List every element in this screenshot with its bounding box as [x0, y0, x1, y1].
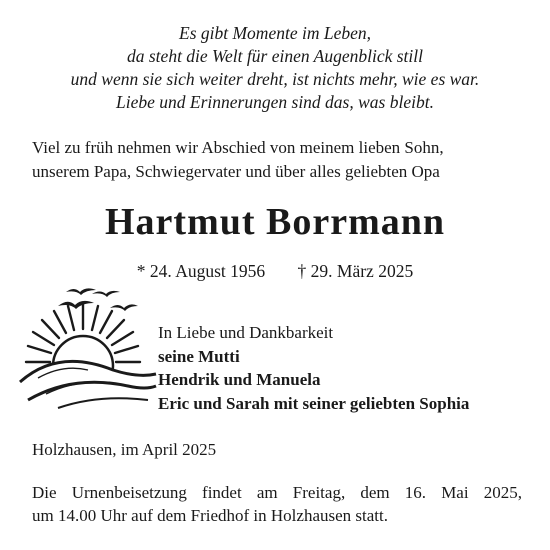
service-line: Die Urnenbeisetzung findet am Freitag, dem 16. Mai 2025, [32, 483, 522, 502]
family-member: seine Mutti [158, 346, 240, 366]
family-signatures [158, 321, 469, 415]
service-info [32, 481, 522, 527]
place-date: Holzhausen, im April 2025 [32, 440, 217, 459]
deceased-name: Hartmut Borrmann [104, 201, 446, 243]
poem-line: Liebe und Erinnerungen sind das, was bleibt. [116, 92, 434, 112]
poem-line: und wenn sie sich weiter dreht, ist nichts mehr, wie es war. [70, 69, 480, 89]
intro-line: unserem Papa, Schwiegervater und über alles geliebten Opa [32, 162, 440, 181]
poem [0, 22, 550, 114]
service-line: um 14.00 Uhr auf dem Friedhof in Holzhausen statt. [32, 506, 388, 525]
death-date: † 29. März 2025 [297, 261, 414, 281]
intro-line: Viel zu früh nehmen wir Abschied von meinem lieben Sohn, [32, 138, 444, 157]
family-member: Hendrik und Manuela [158, 370, 321, 389]
family-intro: In Liebe und Dankbarkeit [158, 323, 334, 342]
poem-line: Es gibt Momente im Leben, [179, 23, 371, 43]
poem-line: da steht die Welt für einen Augenblick still [127, 46, 423, 66]
birds-sunset-hills-icon [18, 278, 158, 413]
family-member: Eric und Sarah mit seiner geliebten Sophia [158, 393, 470, 413]
birth-date: * 24. August 1956 [136, 261, 266, 281]
farewell-intro [32, 136, 522, 184]
